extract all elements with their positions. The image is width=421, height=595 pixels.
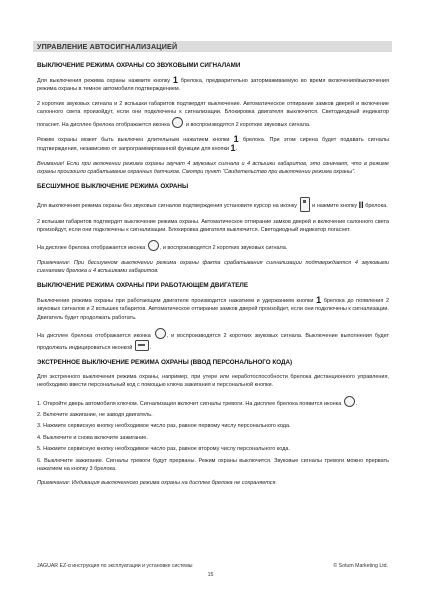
- heading-emergency-disarm: ЭКСТРЕННОЕ ВЫКЛЮЧЕНИЕ РЕЖИМА ОХРАНЫ (ВВОД ПЕРСОНАЛЬНОГО КОДА): [37, 358, 293, 366]
- step-6: 6. Выключите зажигание. Сигналы тревоги будут прерваны. Режим охраны выключится. Звуковые сигналы тревоги можно прервать нажатием на кнопку 3 брелока.: [37, 457, 389, 472]
- paragraph: Для экстренного выключения режима охраны, например, при утере или неработоспособности брелока дистанционного управления, необходимо ввести персональный код с помощью ключа зажигания и персональной кнопки.: [37, 373, 389, 389]
- heading-silent-disarm: БЕСШУМНОЕ ВЫКЛЮЧЕНИЕ РЕЖИМА ОХРАНЫ: [37, 182, 189, 190]
- step-1: 1. Откройте дверь автомобиля ключом. Сигнализация включит сигналы тревоги. На дисплее брелока появится иконка .: [37, 396, 389, 408]
- paragraph: На дисплее брелока отображается иконка , и воспроизводятся 2 коротких звуковых сигнала.: [37, 240, 389, 252]
- page-number: 15: [207, 572, 214, 578]
- mute-icon: [300, 197, 310, 212]
- note: Примечание: Индикация выключенного режима охраны на дисплее брелока не сохраняется.: [37, 480, 278, 487]
- note: Примечание: При бесшумном выключении режима охраны факта срабатывания сигнализации подтверждается 4 звуковыми сигналами брелока и 4 вспышками габаритов.: [37, 259, 389, 275]
- engine-running-icon: [135, 340, 149, 351]
- unlock-icon: [148, 240, 159, 251]
- step-3: 3. Нажмите сервисную кнопку необходимое число раз, равное первому числу персонального кода.: [37, 423, 291, 430]
- alarm-icon: [344, 396, 355, 407]
- paragraph: 2 коротких звуковых сигнала и 2 вспышки габаритов подтвердят выключение. Автоматическое отпирание замков дверей и включение салонного света произойдут, если они подключены к сигнализации. Блокировка двигателя выключится. Светодиодный индикатор погаснет. На дисплее брелока отображается иконка и воспроизводятся 2 коротких звуковых сигнала.: [37, 100, 389, 128]
- button-1-glyph: 1: [316, 294, 322, 305]
- page-section-title: УПРАВЛЕНИЕ АВТОСИГНАЛИЗАЦИЕЙ: [37, 42, 178, 51]
- paragraph: Режим охраны может быть выключен длительным нажатием кнопки 1 брелока. При этом сирена будет подавать сигналы подтверждения, независимо от запрограммированной функции для кнопки 1.: [37, 134, 389, 154]
- paragraph: Для выключения режима охраны без звуковых сигналов подтверждения установите курсор на иконку и нажмите кнопку II брелока.: [37, 197, 389, 212]
- button-2-glyph: II: [358, 199, 364, 210]
- button-1-glyph: 1: [172, 75, 178, 85]
- page-content: [37, 62, 389, 494]
- heading-disarm-with-sound: ВЫКЛЮЧЕНИЕ РЕЖИМА ОХРАНЫ СО ЗВУКОВЫМИ СИГНАЛАМИ: [37, 62, 241, 69]
- heading-disarm-engine-running: ВЫКЛЮЧЕНИЕ РЕЖИМА ОХРАНЫ ПРИ РАБОТАЮЩЕМ ДВИГАТЕЛЕ: [37, 281, 249, 289]
- button-1-glyph: 1: [230, 143, 236, 154]
- paragraph: Для выключения режима охраны нажмите кнопку 1 брелока, предварительно затормаживаемую во время включения/выключения режима охраны в темное автомобиля подтверждением.: [37, 75, 389, 93]
- step-5: 5. Нажмите сервисную кнопку необходимое число раз, равное второму числу персонального кода.: [37, 446, 290, 453]
- paragraph: Выключение режима охраны при работающем двигателе производится нажатием и удержанием кнопки 1 брелока до появления 2 звуковых сигналов и 2 вспышек габаритов. Автоматическое отпирание замков дверей произойдет, если они подключены к сигнализации. Двигатель будет продолжать работать.: [37, 294, 390, 321]
- step-4: 4. Выключите и снова включите зажигание.: [37, 434, 148, 441]
- footer-document-title: JAGUAR EZ-α инструкция по эксплуатации и установке системы: [37, 563, 193, 569]
- step-2: 2. Включите зажигание, не заводя двигатель.: [37, 411, 153, 418]
- paragraph: 2 вспышки габаритов подтвердят выключение режима охраны. Автоматическое отпирание замков дверей и включение салонного света произойдут, если они подключены к сигнализации. Блокировка двигателя выключится. Светодиодный индикатор погаснет.: [37, 218, 389, 234]
- button-1-glyph: 1: [233, 134, 239, 145]
- note: Внимание! Если при включении режима охраны звучат 4 звуковых сигнала и 4 вспышки габаритов, это означает, что в режиме охраны произошло срабатывание охранных датчиков. Смотри пункт “Свидетельство при выключении режима охраны”.: [37, 160, 389, 176]
- unlock-icon: [155, 328, 166, 339]
- unlock-icon: [172, 117, 183, 128]
- paragraph: На дисплее брелока отображается иконка , и воспроизводятся 2 коротких звуковых сигнала. Выключение выполнения будет продолжать индицироваться иконкой .: [37, 328, 389, 353]
- footer-copyright: © Sotum Marketing Ltd.: [333, 563, 388, 569]
